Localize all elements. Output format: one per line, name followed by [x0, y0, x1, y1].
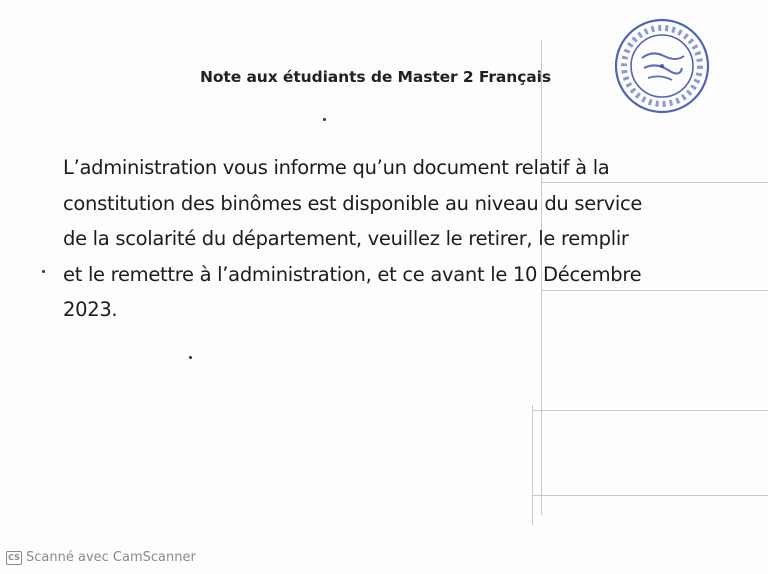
- speck: [189, 356, 192, 359]
- body-line: et le remettre à l’administration, et ce avant le 10 Décembre: [63, 262, 642, 286]
- page-title: Note aux étudiants de Master 2 Français: [200, 68, 551, 86]
- body-line: 2023.: [63, 298, 118, 321]
- body-line: L’administration vous informe qu’un document relatif à la: [63, 156, 610, 179]
- grid-line: [533, 410, 768, 411]
- camscanner-icon: CS: [6, 551, 22, 565]
- body-line: constitution des binômes est disponible au niveau du service: [63, 191, 643, 215]
- speck: [42, 270, 45, 273]
- official-stamp-icon: [612, 16, 712, 116]
- scanner-watermark: [6, 550, 196, 565]
- body-line: de la scolarité du département, veuillez le retirer, le remplir: [63, 227, 629, 250]
- notice-body: [63, 150, 713, 328]
- grid-line: [533, 495, 768, 496]
- grid-line: [532, 405, 533, 525]
- speck: [323, 118, 326, 121]
- watermark-text: Scanné avec CamScanner: [26, 550, 196, 565]
